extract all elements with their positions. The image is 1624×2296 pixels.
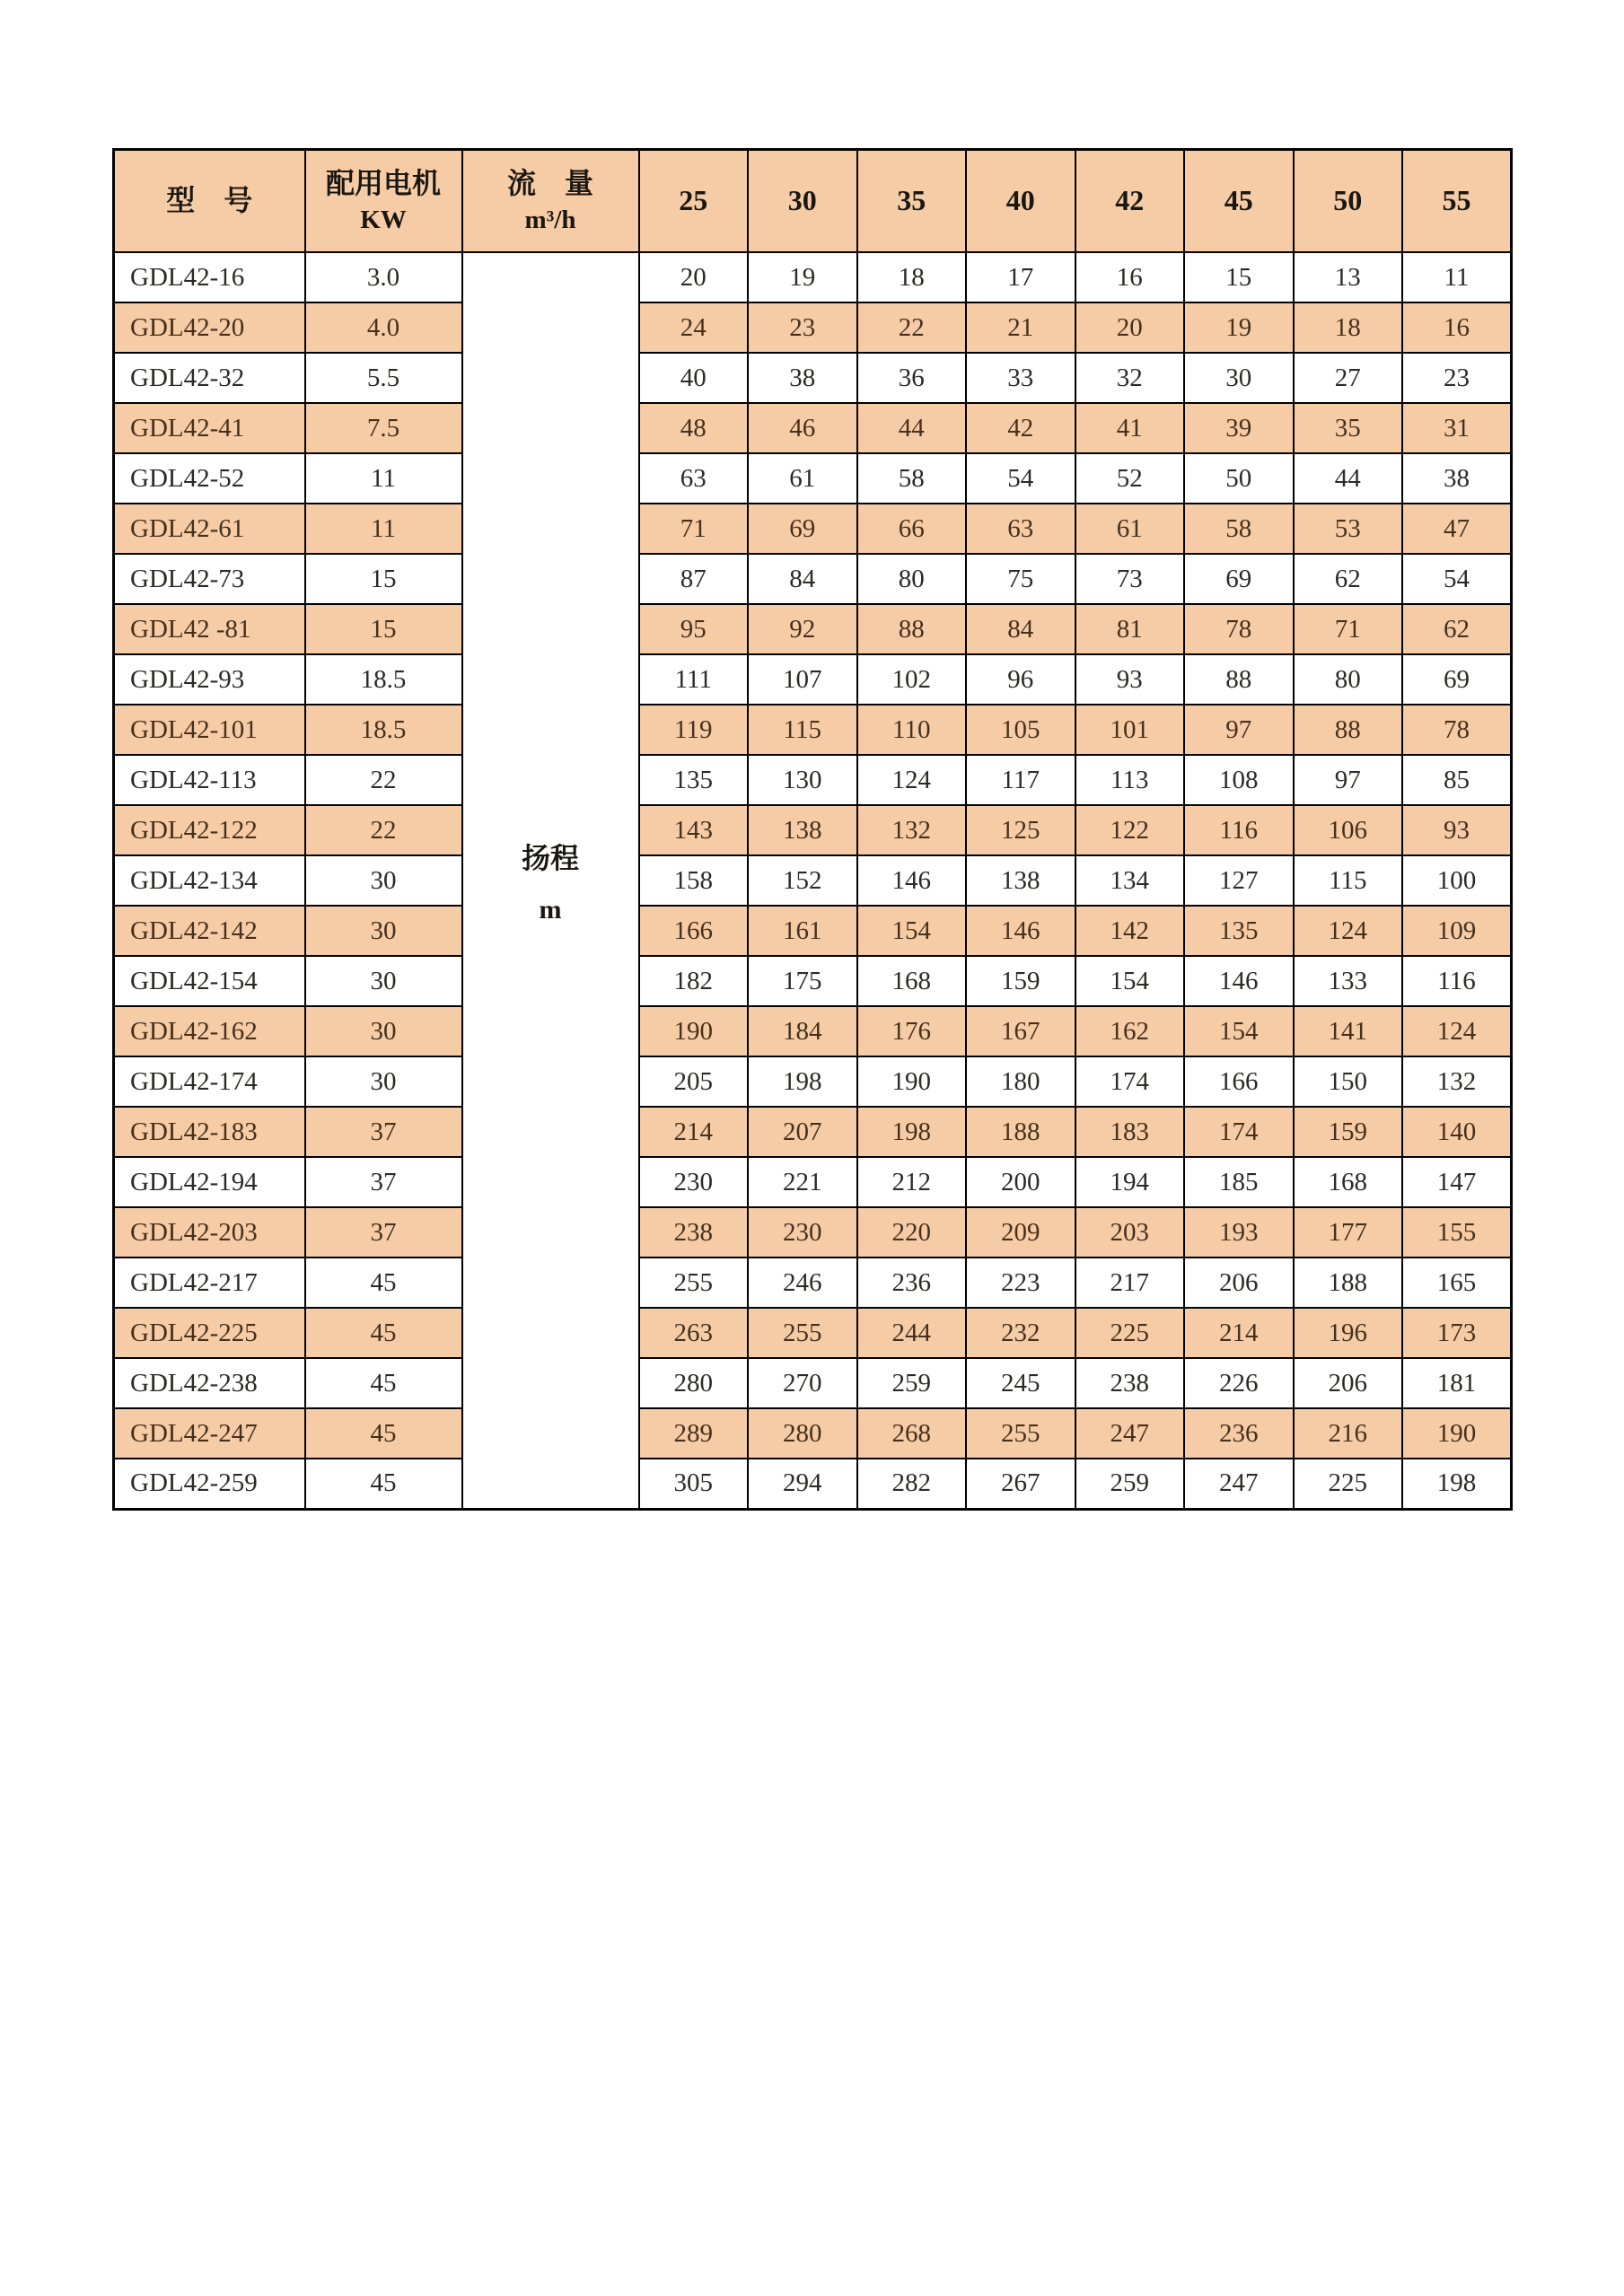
head-value-cell: 35 [1294,403,1403,453]
model-cell: GDL42-73 [114,554,305,604]
table-row [114,403,1512,453]
head-value-cell: 127 [1184,855,1294,906]
head-value-cell: 174 [1075,1056,1185,1107]
motor-kw-cell: 3.0 [305,252,462,302]
head-value-cell: 190 [1402,1408,1512,1459]
head-value-cell: 19 [748,252,857,302]
head-value-cell: 188 [966,1107,1075,1157]
head-value-cell: 80 [857,554,967,604]
head-value-cell: 52 [1075,453,1185,504]
motor-kw-cell: 30 [305,906,462,956]
head-value-cell: 124 [1402,1006,1512,1056]
head-value-cell: 93 [1075,654,1185,705]
head-value-cell: 69 [1184,554,1294,604]
head-value-cell: 42 [966,403,1075,453]
head-value-cell: 11 [1402,252,1512,302]
head-value-cell: 23 [1402,353,1512,403]
head-value-cell: 280 [639,1358,749,1408]
head-value-cell: 17 [966,252,1075,302]
head-value-cell: 63 [639,453,749,504]
head-value-cell: 119 [639,705,749,755]
model-cell: GDL42-183 [114,1107,305,1157]
head-value-cell: 143 [639,805,749,855]
head-value-cell: 62 [1294,554,1403,604]
head-value-cell: 61 [1075,504,1185,554]
motor-kw-cell: 45 [305,1308,462,1358]
head-value-cell: 161 [748,906,857,956]
head-value-cell: 88 [857,604,967,654]
header-flow-label: 流 量 [506,166,593,199]
head-value-cell: 221 [748,1157,857,1207]
head-value-cell: 225 [1075,1308,1185,1358]
header-flow-value-cell: 25 [639,150,749,253]
head-value-cell: 33 [966,353,1075,403]
head-value-cell: 75 [966,554,1075,604]
head-value-cell: 244 [857,1308,967,1358]
head-value-cell: 84 [748,554,857,604]
head-value-cell: 58 [857,453,967,504]
head-value-cell: 165 [1402,1258,1512,1308]
head-value-cell: 116 [1184,805,1294,855]
header-flow-value-cell: 35 [857,150,967,253]
head-value-cell: 200 [966,1157,1075,1207]
head-value-cell: 87 [639,554,749,604]
head-value-cell: 133 [1294,956,1403,1006]
head-value-cell: 209 [966,1207,1075,1258]
head-value-cell: 88 [1184,654,1294,705]
head-value-cell: 58 [1184,504,1294,554]
head-value-cell: 135 [639,755,749,805]
head-value-cell: 41 [1075,403,1185,453]
head-value-cell: 109 [1402,906,1512,956]
motor-kw-cell: 30 [305,956,462,1006]
model-cell: GDL42-174 [114,1056,305,1107]
head-value-cell: 232 [966,1308,1075,1358]
table-row [114,252,1512,302]
head-value-cell: 246 [748,1258,857,1308]
table-row [114,1056,1512,1107]
model-cell: GDL42-93 [114,654,305,705]
head-value-cell: 230 [748,1207,857,1258]
head-value-cell: 223 [966,1258,1075,1308]
model-cell: GDL42-154 [114,956,305,1006]
model-cell: GDL42-247 [114,1408,305,1459]
head-value-cell: 24 [639,302,749,353]
head-value-cell: 81 [1075,604,1185,654]
head-value-cell: 16 [1402,302,1512,353]
motor-kw-cell: 18.5 [305,705,462,755]
head-value-cell: 54 [1402,554,1512,604]
head-value-cell: 217 [1075,1258,1185,1308]
head-value-cell: 115 [748,705,857,755]
motor-kw-cell: 18.5 [305,654,462,705]
head-value-cell: 38 [1402,453,1512,504]
head-value-cell: 102 [857,654,967,705]
motor-kw-cell: 30 [305,1056,462,1107]
head-value-cell: 159 [1294,1107,1403,1157]
head-value-cell: 259 [1075,1459,1185,1509]
table-row [114,1207,1512,1258]
head-value-cell: 214 [639,1107,749,1157]
head-value-cell: 226 [1184,1358,1294,1408]
head-value-cell: 212 [857,1157,967,1207]
head-value-cell: 238 [639,1207,749,1258]
head-value-cell: 32 [1075,353,1185,403]
model-cell: GDL42-238 [114,1358,305,1408]
table-row [114,956,1512,1006]
head-value-cell: 225 [1294,1459,1403,1509]
head-value-cell: 31 [1402,403,1512,453]
head-value-cell: 141 [1294,1006,1403,1056]
motor-kw-cell: 15 [305,604,462,654]
head-value-cell: 110 [857,705,967,755]
header-flow-value-cell: 45 [1184,150,1294,253]
head-value-cell: 270 [748,1358,857,1408]
head-value-cell: 247 [1075,1408,1185,1459]
head-value-cell: 150 [1294,1056,1403,1107]
head-value-cell: 85 [1402,755,1512,805]
model-cell: GDL42-225 [114,1308,305,1358]
head-value-cell: 255 [639,1258,749,1308]
table-row [114,805,1512,855]
head-value-cell: 100 [1402,855,1512,906]
head-value-cell: 146 [857,855,967,906]
head-value-cell: 207 [748,1107,857,1157]
head-value-cell: 268 [857,1408,967,1459]
head-value-cell: 108 [1184,755,1294,805]
head-value-cell: 294 [748,1459,857,1509]
head-value-cell: 71 [1294,604,1403,654]
head-value-cell: 61 [748,453,857,504]
model-cell: GDL42-203 [114,1207,305,1258]
head-value-cell: 78 [1184,604,1294,654]
table-row [114,1157,1512,1207]
head-value-cell: 16 [1075,252,1185,302]
head-value-cell: 177 [1294,1207,1403,1258]
motor-kw-cell: 37 [305,1207,462,1258]
head-value-cell: 46 [748,403,857,453]
table-row [114,755,1512,805]
head-value-cell: 117 [966,755,1075,805]
head-value-cell: 71 [639,504,749,554]
head-value-cell: 107 [748,654,857,705]
model-cell: GDL42-113 [114,755,305,805]
head-value-cell: 116 [1402,956,1512,1006]
head-value-cell: 19 [1184,302,1294,353]
motor-kw-cell: 45 [305,1408,462,1459]
head-value-cell: 63 [966,504,1075,554]
head-value-cell: 175 [748,956,857,1006]
motor-kw-cell: 37 [305,1107,462,1157]
head-value-cell: 93 [1402,805,1512,855]
table-header-row [114,150,1512,253]
head-value-cell: 203 [1075,1207,1185,1258]
table-row [114,654,1512,705]
head-value-cell: 96 [966,654,1075,705]
head-value-cell: 159 [966,956,1075,1006]
head-value-cell: 190 [639,1006,749,1056]
head-value-cell: 105 [966,705,1075,755]
head-value-cell: 255 [748,1308,857,1358]
head-value-cell: 44 [857,403,967,453]
head-value-cell: 101 [1075,705,1185,755]
model-cell: GDL42 -81 [114,604,305,654]
motor-kw-cell: 45 [305,1358,462,1408]
table-row [114,604,1512,654]
head-value-cell: 236 [857,1258,967,1308]
table-row [114,453,1512,504]
head-value-cell: 193 [1184,1207,1294,1258]
model-cell: GDL42-52 [114,453,305,504]
head-value-cell: 30 [1184,353,1294,403]
head-unit: m [539,894,562,925]
head-value-cell: 194 [1075,1157,1185,1207]
motor-kw-cell: 7.5 [305,403,462,453]
head-value-cell: 140 [1402,1107,1512,1157]
head-value-cell: 78 [1402,705,1512,755]
head-value-cell: 166 [1184,1056,1294,1107]
motor-kw-cell: 45 [305,1258,462,1308]
motor-kw-cell: 37 [305,1157,462,1207]
head-value-cell: 255 [966,1408,1075,1459]
head-value-cell: 27 [1294,353,1403,403]
model-cell: GDL42-61 [114,504,305,554]
head-value-cell: 134 [1075,855,1185,906]
table-row [114,353,1512,403]
head-value-cell: 20 [1075,302,1185,353]
head-value-cell: 62 [1402,604,1512,654]
head-value-cell: 168 [857,956,967,1006]
head-value-cell: 39 [1184,403,1294,453]
header-flow-value-cell: 42 [1075,150,1185,253]
head-value-cell: 124 [1294,906,1403,956]
head-value-cell: 135 [1184,906,1294,956]
head-value-cell: 184 [748,1006,857,1056]
head-value-cell: 181 [1402,1358,1512,1408]
table-row [114,302,1512,353]
head-value-cell: 111 [639,654,749,705]
head-value-cell: 154 [1075,956,1185,1006]
head-value-cell: 305 [639,1459,749,1509]
head-value-cell: 113 [1075,755,1185,805]
table-row [114,1006,1512,1056]
head-value-cell: 80 [1294,654,1403,705]
head-value-cell: 216 [1294,1408,1403,1459]
motor-kw-cell: 11 [305,453,462,504]
head-value-cell: 125 [966,805,1075,855]
header-motor-label: 配用电机 [325,166,441,199]
motor-kw-cell: 4.0 [305,302,462,353]
table-row [114,906,1512,956]
head-value-cell: 173 [1402,1308,1512,1358]
motor-kw-cell: 5.5 [305,353,462,403]
header-motor-cell [305,150,462,253]
header-flow-value-cell: 40 [966,150,1075,253]
head-value-cell: 152 [748,855,857,906]
head-value-cell: 95 [639,604,749,654]
model-cell: GDL42-259 [114,1459,305,1509]
model-cell: GDL42-101 [114,705,305,755]
table-row [114,1107,1512,1157]
head-value-cell: 97 [1184,705,1294,755]
head-value-cell: 73 [1075,554,1185,604]
head-value-cell: 69 [1402,654,1512,705]
head-value-cell: 263 [639,1308,749,1358]
header-flow-value-cell: 55 [1402,150,1512,253]
model-cell: GDL42-162 [114,1006,305,1056]
head-value-cell: 185 [1184,1157,1294,1207]
head-value-cell: 198 [1402,1459,1512,1509]
head-value-cell: 162 [1075,1006,1185,1056]
head-value-cell: 245 [966,1358,1075,1408]
table-row [114,554,1512,604]
head-value-cell: 289 [639,1408,749,1459]
header-flow-cell [462,150,639,253]
head-merged-cell [462,252,639,1509]
model-cell: GDL42-20 [114,302,305,353]
head-value-cell: 44 [1294,453,1403,504]
head-value-cell: 205 [639,1056,749,1107]
head-value-cell: 88 [1294,705,1403,755]
head-value-cell: 22 [857,302,967,353]
model-cell: GDL42-194 [114,1157,305,1207]
motor-kw-cell: 45 [305,1459,462,1509]
head-value-cell: 115 [1294,855,1403,906]
head-value-cell: 130 [748,755,857,805]
head-value-cell: 168 [1294,1157,1403,1207]
header-flow-value-cell: 30 [748,150,857,253]
head-value-cell: 132 [1402,1056,1512,1107]
model-cell: GDL42-41 [114,403,305,453]
head-value-cell: 167 [966,1006,1075,1056]
table-row [114,1308,1512,1358]
model-cell: GDL42-134 [114,855,305,906]
header-flow-unit: m³/h [524,206,576,235]
head-value-cell: 23 [748,302,857,353]
head-value-cell: 238 [1075,1358,1185,1408]
head-value-cell: 47 [1402,504,1512,554]
table-row [114,1258,1512,1308]
head-value-cell: 18 [857,252,967,302]
head-value-cell: 18 [1294,302,1403,353]
head-value-cell: 280 [748,1408,857,1459]
head-value-cell: 138 [966,855,1075,906]
model-cell: GDL42-142 [114,906,305,956]
head-value-cell: 176 [857,1006,967,1056]
head-value-cell: 154 [1184,1006,1294,1056]
head-value-cell: 190 [857,1056,967,1107]
header-flow-value-cell: 50 [1294,150,1403,253]
head-value-cell: 230 [639,1157,749,1207]
head-value-cell: 206 [1294,1358,1403,1408]
table-row [114,1408,1512,1459]
head-value-cell: 220 [857,1207,967,1258]
head-value-cell: 50 [1184,453,1294,504]
head-value-cell: 182 [639,956,749,1006]
motor-kw-cell: 30 [305,855,462,906]
head-value-cell: 166 [639,906,749,956]
head-value-cell: 267 [966,1459,1075,1509]
head-value-cell: 13 [1294,252,1403,302]
head-value-cell: 97 [1294,755,1403,805]
motor-kw-cell: 22 [305,805,462,855]
table-row [114,855,1512,906]
head-value-cell: 124 [857,755,967,805]
head-value-cell: 21 [966,302,1075,353]
head-value-cell: 259 [857,1358,967,1408]
header-model-cell: 型 号 [114,150,305,253]
head-label: 扬程 [521,841,579,874]
pump-spec-table [112,148,1513,1511]
head-value-cell: 92 [748,604,857,654]
head-value-cell: 155 [1402,1207,1512,1258]
motor-kw-cell: 30 [305,1006,462,1056]
head-value-cell: 69 [748,504,857,554]
head-value-cell: 38 [748,353,857,403]
table-row [114,1459,1512,1509]
head-value-cell: 53 [1294,504,1403,554]
model-cell: GDL42-16 [114,252,305,302]
head-value-cell: 196 [1294,1308,1403,1358]
head-value-cell: 36 [857,353,967,403]
head-value-cell: 132 [857,805,967,855]
head-value-cell: 15 [1184,252,1294,302]
head-value-cell: 247 [1184,1459,1294,1509]
head-value-cell: 188 [1294,1258,1403,1308]
head-value-cell: 142 [1075,906,1185,956]
head-value-cell: 183 [1075,1107,1185,1157]
head-value-cell: 20 [639,252,749,302]
model-cell: GDL42-32 [114,353,305,403]
head-value-cell: 146 [1184,956,1294,1006]
motor-kw-cell: 15 [305,554,462,604]
motor-kw-cell: 11 [305,504,462,554]
head-value-cell: 40 [639,353,749,403]
model-cell: GDL42-122 [114,805,305,855]
head-value-cell: 154 [857,906,967,956]
table-row [114,504,1512,554]
head-value-cell: 198 [748,1056,857,1107]
head-value-cell: 84 [966,604,1075,654]
head-value-cell: 146 [966,906,1075,956]
head-value-cell: 198 [857,1107,967,1157]
head-value-cell: 174 [1184,1107,1294,1157]
head-value-cell: 147 [1402,1157,1512,1207]
table-row [114,1358,1512,1408]
head-value-cell: 206 [1184,1258,1294,1308]
head-value-cell: 138 [748,805,857,855]
head-value-cell: 236 [1184,1408,1294,1459]
head-value-cell: 54 [966,453,1075,504]
motor-kw-cell: 22 [305,755,462,805]
head-value-cell: 106 [1294,805,1403,855]
head-value-cell: 122 [1075,805,1185,855]
table-row [114,705,1512,755]
head-value-cell: 48 [639,403,749,453]
model-cell: GDL42-217 [114,1258,305,1308]
head-value-cell: 214 [1184,1308,1294,1358]
header-motor-unit: KW [360,206,407,235]
head-value-cell: 66 [857,504,967,554]
head-value-cell: 282 [857,1459,967,1509]
head-value-cell: 158 [639,855,749,906]
head-value-cell: 180 [966,1056,1075,1107]
